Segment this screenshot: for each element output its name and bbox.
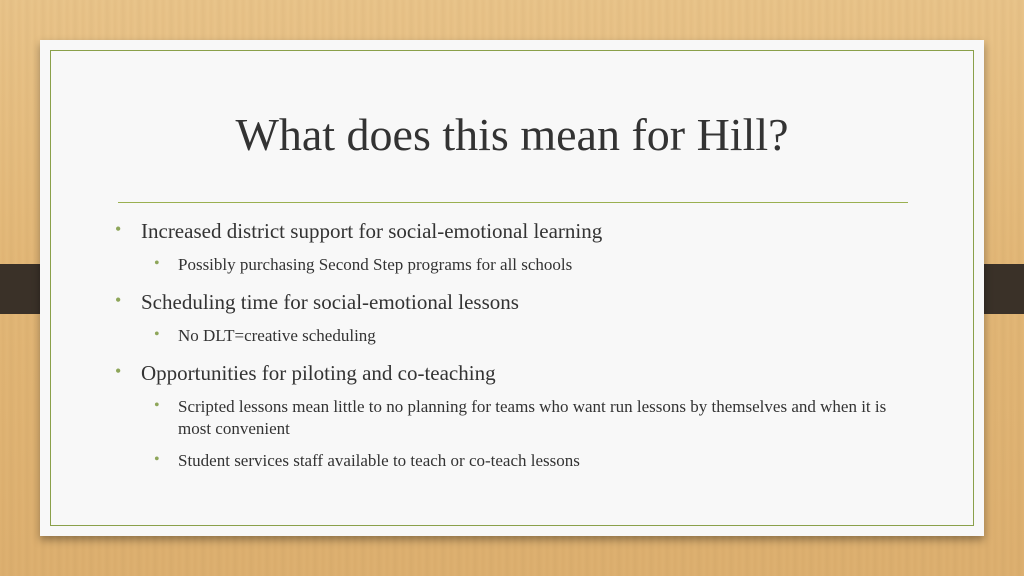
- sub-bullet-item: [112, 396, 912, 440]
- slide-card: [40, 40, 984, 536]
- bullet-list: [112, 218, 912, 472]
- sub-bullet-text: Scripted lessons mean little to no planning for teams who want run lessons by themselves and when it is most convenient: [178, 397, 887, 438]
- title-divider: [118, 202, 908, 203]
- bullet-dot-icon: •: [115, 290, 122, 310]
- sub-bullet-text: Student services staff available to teach or co-teach lessons: [178, 451, 580, 470]
- bullet-item: [112, 360, 912, 386]
- bullet-item: [112, 218, 912, 244]
- sub-bullet-item: [112, 450, 912, 472]
- bullet-text: Scheduling time for social-emotional lessons: [141, 290, 519, 314]
- bullet-item: [112, 289, 912, 315]
- slide-title: What does this mean for Hill?: [235, 109, 789, 160]
- sub-bullet-dot-icon: •: [154, 326, 160, 343]
- sub-bullet-dot-icon: •: [154, 451, 160, 468]
- sub-bullet-item: [112, 254, 912, 276]
- bullet-dot-icon: •: [115, 219, 122, 239]
- bullet-dot-icon: •: [115, 361, 122, 381]
- sub-bullet-text: Possibly purchasing Second Step programs for all schools: [178, 255, 573, 274]
- sub-bullet-dot-icon: •: [154, 255, 160, 272]
- bullet-text: Opportunities for piloting and co-teaching: [141, 361, 496, 385]
- sub-bullet-text: No DLT=creative scheduling: [178, 326, 376, 345]
- sub-bullet-item: [112, 325, 912, 347]
- sub-bullet-dot-icon: •: [154, 397, 160, 414]
- bullet-text: Increased district support for social-emotional learning: [141, 219, 603, 243]
